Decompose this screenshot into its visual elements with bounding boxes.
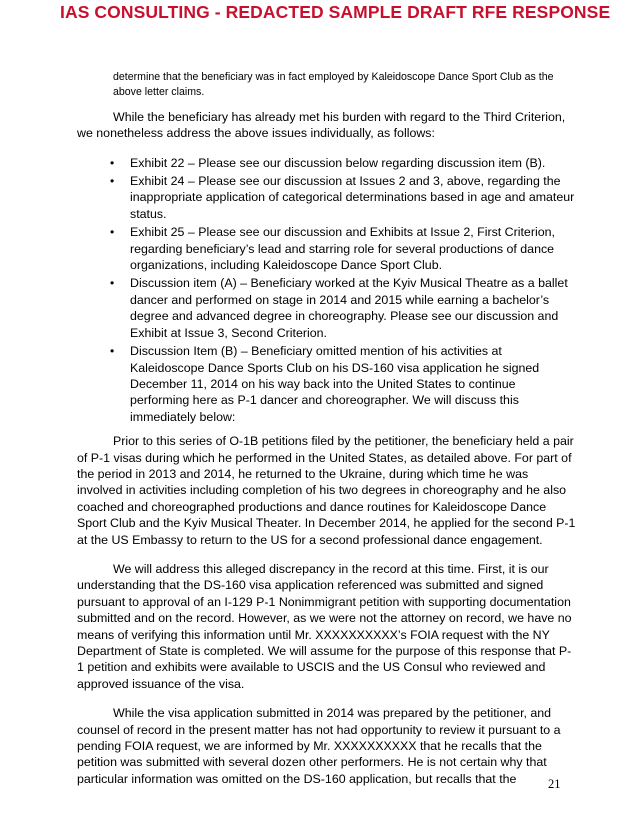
bullet-item-discussion-a — [77, 275, 577, 341]
paragraph-visa-application: While the visa application submitted in 2014 was prepared by the petitioner, and counsel of record in the present matter has not had opportunity to review it pursuant to a pending FOIA request, we are informed by Mr. XXXXXXXXXX that he recalls that the petition was submitted with several dozen other performers. He is not certain why that particular information was omitted on the DS-160 application, but recalls that the — [77, 706, 561, 786]
bullet-icon: • — [110, 155, 115, 170]
bullet-text: Exhibit 25 – Please see our discussion and Exhibits at Issue 2, First Criterion, regarding beneficiary’s lead and starring role for several productions of dance organizations, including Kaleidoscope Dance Sport Club. — [130, 225, 555, 273]
bullet-icon: • — [110, 225, 115, 240]
paragraph-discrepancy: We will address this alleged discrepancy in the record at this time. First, it is our understanding that the DS-160 visa application referenced was submitted and signed pursuant to approval of an I-129 P-1 Nonimmigrant petition with supporting documentation submitted and on the record. However, as we were not the attorney on record, we have no means of verifying this information until Mr. XXXXXXXXXX’s FOIA request with the NY Department of State is completed. We will assume for the purpose of this response that P-1 petition and exhibits were available to USCIS and the US Consul who reviewed and approved issuance of the visa. — [77, 561, 572, 691]
bullet-item-discussion-b — [77, 343, 577, 425]
paragraph-p1-visas: Prior to this series of O-1B petitions filed by the petitioner, the beneficiary held a pair of P-1 visas during which he performed in the United States, as detailed above. For part of the period in 2013 and 2014, he returned to the Ukraine, during which time he was involved in activities including completion of his two degrees in choreography and he also coached and choreographed productions and dance routines for Kaleidoscope Dance Sport Club and the Kyiv Musical Theater. In December 2014, he applied for the second P-1 at the US Embassy to return to the US for a second professional dance engagement. — [77, 434, 576, 547]
bullet-icon: • — [110, 174, 115, 189]
bullet-text: Discussion item (A) – Beneficiary worked at the Kyiv Musical Theatre as a ballet dancer and performed on stage in 2014 and 2015 while earning a bachelor’s degree and advanced degree in choreography. Please see our discussion and Exhibit at Issue 3, Second Criterion. — [130, 276, 568, 340]
bullet-item-exhibit-25 — [77, 224, 577, 273]
bullet-text: Exhibit 24 – Please see our discussion at Issues 2 and 3, above, regarding the inappropriate application of categorical determinations based in age and amateur status. — [130, 174, 575, 221]
issues-bullet-list — [77, 155, 577, 426]
page-header-title: IAS CONSULTING - REDACTED SAMPLE DRAFT RFE RESPONSE — [60, 2, 611, 22]
intro-paragraph: determine that the beneficiary was in fact employed by Kaleidoscope Dance Sport Club as the above letter claims. — [113, 71, 554, 99]
page-number: 21 — [548, 777, 561, 791]
bullet-item-exhibit-24 — [77, 173, 577, 222]
bullet-item-exhibit-22 — [77, 155, 577, 171]
paragraph-third-criterion: While the beneficiary has already met his burden with regard to the Third Criterion, we nonetheless address the above issues individually, as follows: — [77, 109, 566, 141]
bullet-icon: • — [110, 344, 115, 359]
bullet-text: Exhibit 22 – Please see our discussion below regarding discussion item (B). — [130, 155, 546, 170]
bullet-icon: • — [110, 276, 115, 291]
document-body — [77, 70, 577, 800]
bullet-text: Discussion Item (B) – Beneficiary omitted mention of his activities at Kaleidoscope Dance Sports Club on his DS-160 visa application he signed December 11, 2014 on his way back into the United States to continue performing here as P-1 dancer and choreographer. We will discuss this immediately below: — [130, 344, 540, 424]
